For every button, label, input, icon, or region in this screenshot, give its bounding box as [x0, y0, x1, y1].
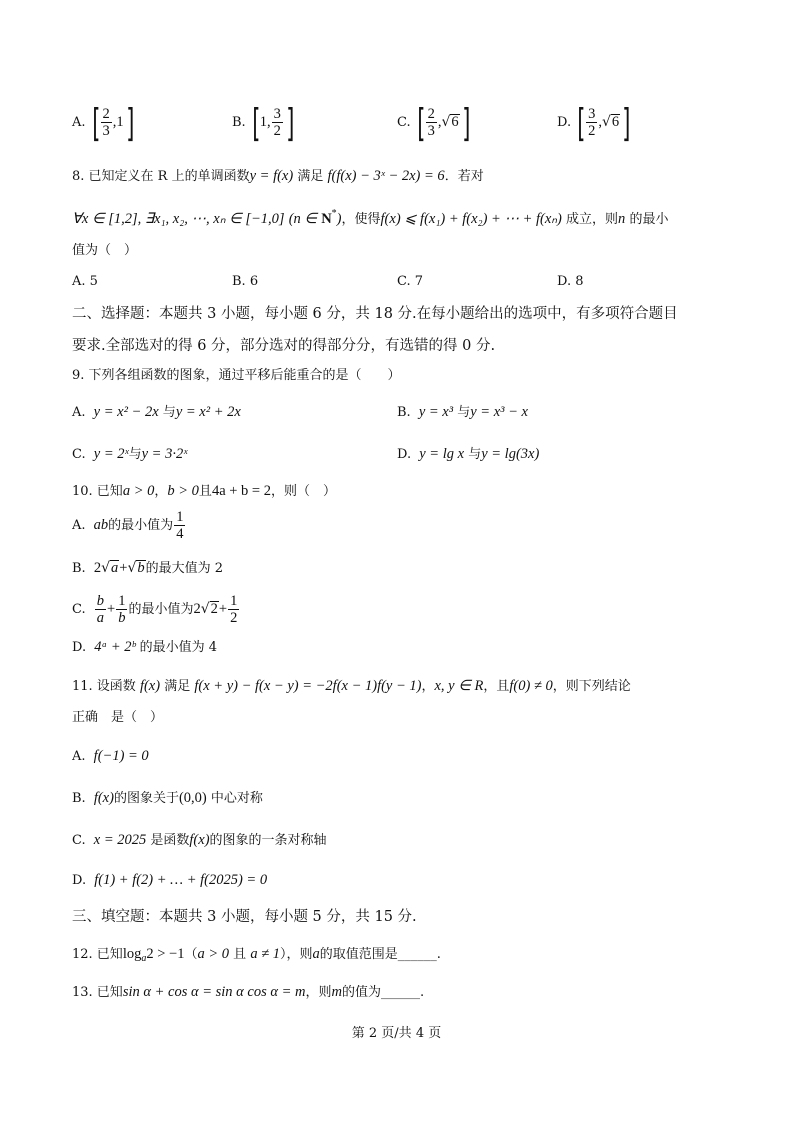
function-expr: y = x² − 2x [93, 404, 159, 420]
q8-text: ，使得 [341, 212, 381, 227]
q9-option-b [397, 392, 528, 432]
right-bracket: ] [125, 100, 135, 145]
q13-answer-blank: 的值为______. [341, 985, 425, 1000]
q10-text: ，则（ ） [270, 484, 336, 499]
inequality: 2 > −1 [146, 946, 185, 962]
numerator: 1 [118, 592, 126, 609]
function-expr: y = lg x [419, 446, 465, 462]
option-text: 中心对称 [210, 791, 263, 806]
q8-variable: n [618, 211, 626, 227]
q8-option-a: A. 5 [72, 274, 98, 289]
page-number-footer: 第 2 页/共 4 页 [351, 1026, 442, 1041]
q10-text: ， [154, 484, 168, 499]
function: f(x) [93, 790, 114, 806]
q9-options-row-2 [0, 434, 793, 474]
fraction [101, 106, 112, 140]
function-expr: y = 2ˣ [93, 446, 129, 462]
fraction [272, 106, 283, 140]
option-text: 的最大值为 2 [145, 561, 224, 576]
option-label: A. [72, 749, 86, 764]
q8-line-2 [72, 194, 732, 234]
q9-stem: 9. 下列各组函数的图象，通过平移后能重合的是（ ） [72, 368, 401, 383]
q7-option-c [397, 100, 471, 145]
fraction [95, 593, 106, 627]
log-base: a [141, 953, 147, 964]
function-expr: y = x³ − x [470, 404, 528, 420]
interval-end: ,1 [112, 114, 124, 130]
function-expr: y = 3·2ˣ [141, 446, 188, 462]
option-label: A. [72, 405, 86, 420]
radicand: 6 [451, 114, 459, 130]
q8-text: 8. 已知定义在 R 上的单调函数 [72, 169, 250, 184]
q10-option-a [72, 505, 732, 545]
natural-number-set: N [321, 211, 332, 227]
q10-option-c [72, 589, 732, 629]
right-bracket: ] [622, 100, 631, 145]
condition: a > 0 [197, 946, 230, 962]
q7-option-a [72, 100, 135, 145]
q7-options-row [0, 100, 793, 145]
radical-sign: √ [200, 601, 210, 617]
q8-function: y = f(x) [249, 168, 294, 184]
radicand: a [111, 560, 119, 576]
plus-sign: + [218, 601, 228, 617]
q11-line-2: 正确 是（ ） [72, 710, 164, 725]
option-label: C. [72, 447, 86, 462]
conjunction: 与 [128, 447, 142, 462]
function: f(x) [139, 678, 161, 694]
denominator: 3 [102, 123, 110, 139]
comma: , [437, 114, 442, 130]
q8-option-b: B. 6 [232, 274, 259, 289]
function: f(x) [189, 832, 210, 848]
radicand: b [137, 560, 145, 576]
function-expr: y = x² + 2x [175, 404, 241, 420]
condition: a ≠ 1 [250, 946, 281, 962]
q8-quantifier: ∀x ∈ [1,2], ∃x₁, x₂, ⋯, xₙ ∈ [−1,0] [72, 211, 285, 227]
q8-option-d: D. 8 [557, 274, 584, 289]
q8-text: 值为（ ） [72, 243, 138, 258]
fraction [174, 509, 185, 543]
fraction [426, 106, 437, 140]
left-bracket: [ [416, 100, 426, 145]
q8-option-c: C. 7 [397, 274, 424, 289]
q13-text: 13. 已知 [72, 985, 123, 1000]
condition: b > 0 [167, 483, 199, 499]
fraction [228, 593, 239, 627]
q10-text: 且 [198, 484, 212, 499]
left-bracket: [ [91, 100, 100, 145]
option-label: A. [72, 115, 86, 130]
option-label: B. [397, 405, 411, 420]
q11-text: ，且 [483, 679, 510, 694]
numerator: 1 [230, 592, 238, 609]
option-text: 的最小值为 4 [139, 640, 217, 655]
radical-sign: √ [441, 114, 451, 130]
option-label: D. [557, 115, 572, 130]
left-bracket: [ [577, 100, 586, 145]
numerator: 2 [102, 105, 110, 122]
denominator: 2 [273, 123, 281, 139]
condition: a > 0 [122, 483, 155, 499]
fraction [586, 106, 597, 140]
plus-sign: + [107, 601, 116, 617]
q11-option-c [72, 820, 732, 860]
q8-inequality: f(x) ⩽ f(x₁) + f(x₂) + ⋯ + f(xₙ) [380, 211, 562, 227]
q8-text: 的最小 [629, 212, 669, 227]
q10-option-d [72, 627, 732, 667]
q8-text: 满足 [297, 169, 324, 184]
option-text: 的最小值为 [108, 518, 174, 533]
radical-sign: √ [601, 114, 611, 130]
left-bracket: [ [251, 100, 261, 145]
radicand: 6 [611, 114, 620, 130]
radicand: 2 [210, 601, 218, 617]
section-2-heading: 二、选择题：本题共 3 小题，每小题 6 分，共 18 分.在每小题给出的选项中，有多项符合题目 [72, 306, 678, 322]
point: (0,0) [178, 790, 207, 806]
numerator: 3 [588, 105, 596, 122]
option-text: 是函数 [150, 833, 190, 848]
functional-equation: f(x + y) − f(x − y) = −2f(x − 1)f(y − 1) [194, 678, 422, 694]
q10-text: 10. 已知 [72, 484, 123, 499]
variable-domain: x, y ∈ R [434, 678, 484, 694]
conjunction: 与 [468, 447, 482, 462]
coefficient: 2 [193, 601, 201, 617]
condition: f(0) ≠ 0 [509, 678, 553, 694]
expression: f(−1) = 0 [93, 748, 149, 764]
q12-answer-blank: 的取值范围是______. [319, 947, 441, 962]
q8-line-1 [72, 156, 732, 196]
q7-option-d [557, 100, 631, 145]
option-label: D. [72, 640, 87, 655]
expression: 4ᵃ + 2ᵇ [94, 639, 136, 655]
condition: 4a + b = 2 [211, 483, 271, 499]
q13-line [72, 972, 732, 1012]
radical-sign: √ [127, 560, 137, 576]
denominator: 3 [427, 123, 435, 139]
variable: a [312, 946, 320, 962]
q12-line [72, 934, 732, 974]
right-bracket: ] [286, 100, 295, 145]
option-label: D. [397, 447, 412, 462]
conjunction: 与 [162, 405, 176, 420]
numerator: 2 [427, 105, 435, 122]
log-function: log [122, 946, 142, 962]
q12-text: 且 [233, 947, 247, 962]
fraction [116, 593, 127, 627]
q7-option-b [232, 100, 295, 145]
function-expr: y = x³ [418, 404, 454, 420]
star-superscript: * [331, 208, 337, 219]
option-label: B. [72, 791, 86, 806]
option-label: A. [72, 518, 86, 533]
denominator: 2 [588, 123, 596, 139]
q11-option-b [72, 778, 732, 818]
right-bracket: ] [461, 100, 471, 145]
q8-text: ．若对 [444, 169, 484, 184]
trig-equation: sin α + cos α = sin α cos α = m [122, 984, 306, 1000]
q9-option-a [72, 392, 241, 432]
q8-equation: f(f(x) − 3ˣ − 2x) = 6 [327, 168, 445, 184]
radical-sign: √ [101, 560, 110, 576]
q12-text: （ [184, 947, 198, 962]
expression: f(1) + f(2) + … + f(2025) = 0 [94, 872, 268, 888]
denominator: 2 [230, 610, 238, 626]
option-label: B. [232, 115, 246, 130]
q8-text: 成立，则 [566, 212, 619, 227]
comma: , [598, 114, 602, 130]
q11-option-a [72, 736, 732, 776]
numerator: 3 [273, 105, 281, 122]
section-2-instructions: 要求.全部选对的得 6 分，部分选对的得部分分，有选错的得 0 分. [72, 338, 496, 354]
conjunction: 与 [457, 405, 471, 420]
option-text: 的图象关于 [113, 791, 179, 806]
q11-text: 11. 设函数 [72, 679, 136, 694]
section-3-heading: 三、填空题：本题共 3 小题，每小题 5 分，共 15 分. [72, 909, 417, 925]
option-label: D. [72, 873, 87, 888]
q11-text: ， [421, 679, 435, 694]
option-text: 的最小值为 [128, 602, 194, 617]
q10-option-b [72, 548, 732, 588]
option-text: 的图象的一条对称轴 [209, 833, 327, 848]
denominator: 4 [176, 526, 184, 542]
q8-domain-open: (n ∈ [288, 211, 318, 227]
function-expr: y = lg(3x) [481, 446, 540, 462]
q9-options-row-1 [0, 392, 793, 432]
q9-option-c [72, 434, 187, 474]
option-label: C. [397, 115, 411, 130]
option-label: B. [72, 561, 86, 576]
q12-text: 12. 已知 [72, 947, 123, 962]
expression: ab [93, 517, 109, 533]
option-label: C. [72, 833, 86, 848]
axis-equation: x = 2025 [93, 832, 147, 848]
plus-sign: + [119, 560, 128, 576]
q13-text: ，则 [305, 985, 332, 1000]
q8-domain-close: ) [336, 211, 342, 227]
q9-option-d [397, 434, 539, 474]
numerator: b [96, 592, 105, 609]
option-label: C. [72, 602, 86, 617]
q11-text: 满足 [164, 679, 191, 694]
interval-start: 1, [259, 114, 271, 130]
variable: m [331, 984, 342, 1000]
coefficient: 2 [93, 560, 102, 576]
denominator: a [96, 610, 105, 626]
q11-option-d [72, 860, 732, 900]
numerator: 1 [176, 508, 184, 525]
denominator: b [118, 610, 126, 626]
q11-text: ，则下列结论 [552, 679, 631, 694]
q12-text: ），则 [280, 947, 313, 962]
